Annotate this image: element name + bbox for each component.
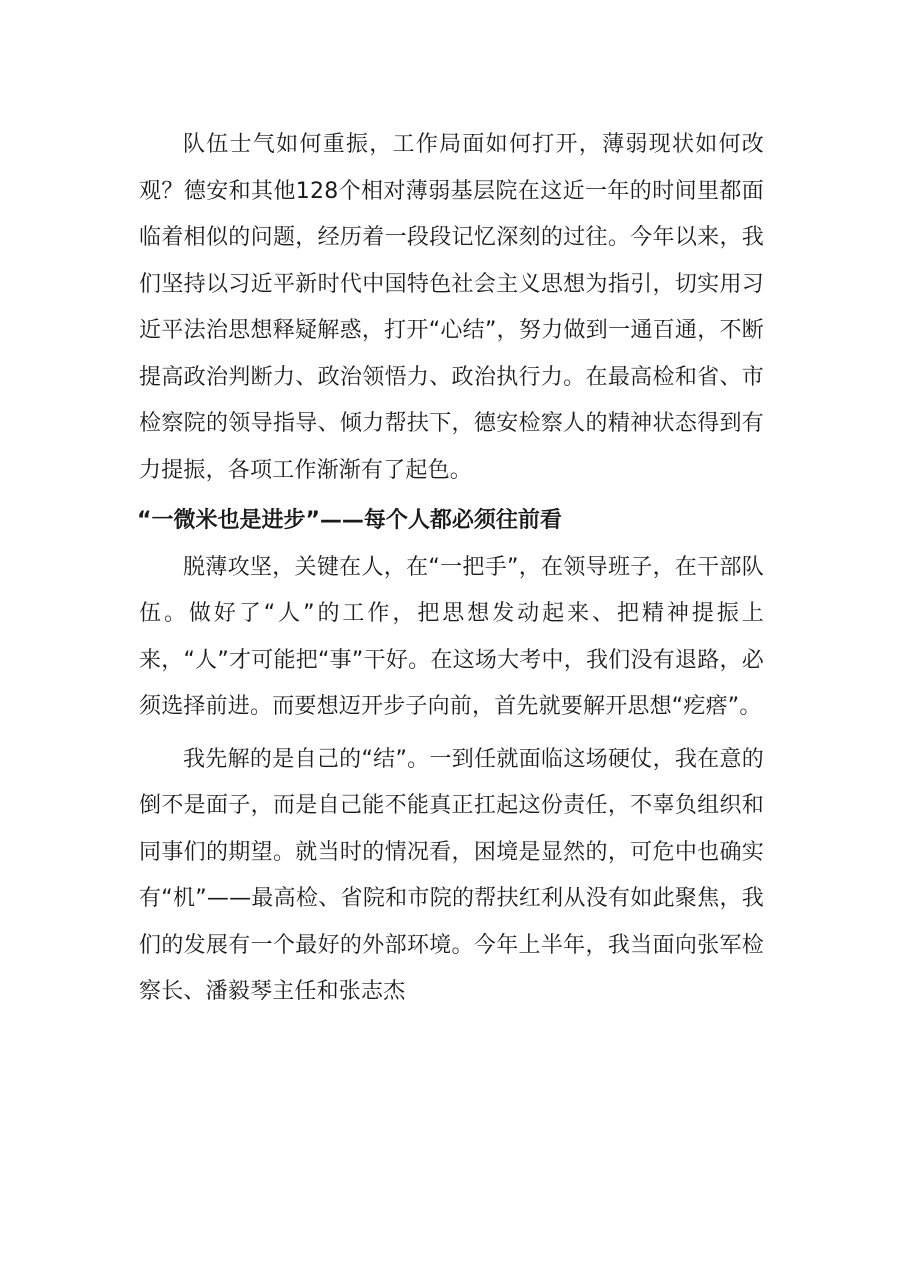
body-paragraph: 我先解的是自己的“结”。一到任就面临这场硬仗，我在意的倒不是面子，而是自己能不能真正扛起这份责任，不辜负组织和同事们的期望。就当时的情况看，困境是显然的，可危中也确实有“机”——最高检、省院和市院的帮扶红利从没有如此聚焦，我们的发展有一个最好的外部环境。今年上半年，我当面向张军检察长、潘毅琴主任和张志杰 — [139, 746, 764, 1004]
document-page — [139, 122, 764, 1016]
body-paragraph: 脱薄攻坚，关键在人，在“一把手”，在领导班子，在干部队伍。做好了“人”的工作，把思想发动起来、把精神提振上来，“人”才可能把“事”干好。在这场大考中，我们没有退路，必须选择前进。而要想迈开步子向前，首先就要解开思想“疙瘩”。 — [139, 554, 764, 719]
section-heading: “一微米也是进步”——每个人都必须往前看 — [137, 508, 562, 533]
body-paragraph: 队伍士气如何重振，工作局面如何打开，薄弱现状如何改观？德安和其他128个相对薄弱基层院在这近一年的时间里都面临着相似的问题，经历着一段段记忆深刻的过往。今年以来，我们坚持以习近平新时代中国特色社会主义思想为指引，切实用习近平法治思想释疑解惑，打开“心结”，努力做到一通百通，不断提高政治判断力、政治领悟力、政治执行力。在最高检和省、市检察院的领导指导、倾力帮扶下，德安检察人的精神状态得到有力提振，各项工作渐渐有了起色。 — [139, 132, 764, 483]
